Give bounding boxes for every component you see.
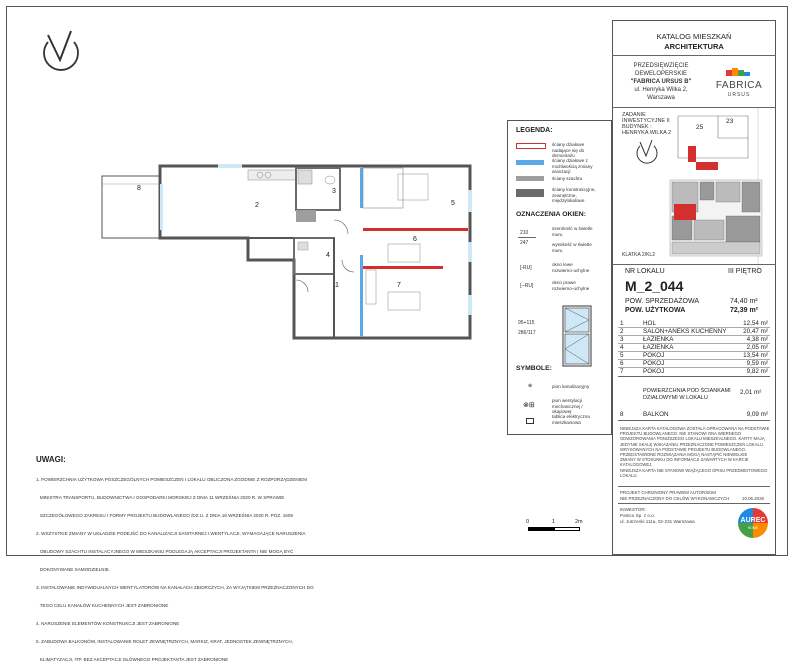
- unit-id: M_2_044: [625, 278, 684, 294]
- room-area: 9,59 m²: [746, 360, 768, 367]
- divider: [618, 503, 770, 504]
- notes-list: [36, 465, 346, 669]
- investor-label: INWESTOR:: [620, 507, 646, 512]
- copyright-date: 10.06.2026: [742, 496, 764, 501]
- balcony-area: 9,09 m²: [746, 411, 768, 418]
- room-divider: [618, 343, 770, 344]
- room-name: SALON+ANEKS KUCHENNY: [643, 328, 727, 335]
- architecture-title: ARCHITEKTURA: [664, 42, 724, 51]
- sewer-pipe-icon: ⊕: [528, 383, 533, 389]
- legend-swatch: [516, 160, 544, 165]
- fabrica-logo-icon: [708, 66, 770, 80]
- note-line: 4. NARUSZENIE ELEMENTÓW KONSTRUKCJI JEST ZABRONIONE: [36, 621, 180, 626]
- room-area: 9,82 m²: [746, 368, 768, 375]
- legend-item: ściany szachtu: [552, 176, 583, 181]
- note-line: KLIMATYZACJI, ITP. BEZ AKCEPTACJI GŁÓWNEGO PROJEKTANTA JEST ZABRONIONE: [36, 657, 229, 662]
- disclaimer-line: ZMIANY W STOSUNKU DO INFORMACJI ZAWARTYCH W KARCIE: [620, 457, 749, 463]
- aurec-logo: [738, 508, 768, 538]
- window-code: 247: [520, 240, 529, 246]
- legend-item: ściany konstrukcyjne, zewnętrzne, międzylokalowe: [552, 187, 596, 203]
- room-num: 3: [620, 336, 624, 343]
- note-line: DOKONYWANE SAMODZIELNIE.: [36, 567, 111, 572]
- room-num: 4: [620, 344, 624, 351]
- symbol-text: pion kanalizacyjny: [552, 384, 590, 389]
- room-divider: [618, 327, 770, 328]
- room-num: 2: [620, 328, 624, 335]
- aurec-logo-sub: HOME: [747, 526, 759, 530]
- scale-segment: [528, 527, 554, 531]
- note-line: MINISTRA TRANSPORTU, BUDOWNICTWA I GOSPODARKI MORSKIEJ Z DNIA 11 WRZEŚNIA 2020 R. W SPRAWIE: [36, 495, 285, 500]
- project-line5: Warszawa: [647, 95, 675, 101]
- room-num: 5: [620, 352, 624, 359]
- site-label-23: 23: [726, 118, 734, 125]
- disclaimer-line: WRYSOWANYCH NA PODSTAWIE PROJEKTU BUDOWLANEGO.: [620, 446, 747, 452]
- window-text: okno prawe rozwierno-uchylne: [552, 280, 590, 291]
- plan-room-7: 7: [397, 282, 401, 289]
- sales-area-value: 74,40 m²: [730, 298, 758, 305]
- site-klatka: KLATKA 2/KL2: [622, 252, 655, 258]
- disclaimer-line: NINIEJSZA KARTA NIE STANOWI WIĄŻĄCEGO OPISU PRZEDMIOTOWEGO: [620, 467, 768, 473]
- scale-tick-2: 2m: [575, 519, 583, 525]
- site-plan-map: [618, 108, 770, 273]
- room-area: 13,54 m²: [743, 352, 768, 359]
- disclaimer-line: NINIEJSZA KARTA KATALOGOWA ZOSTAŁA OPRACOWANA NA PODSTAWIE: [620, 426, 770, 431]
- disclaimer-line: LOKALU.: [620, 472, 638, 478]
- balcony-num: 8: [620, 411, 624, 418]
- site-label-25: 25: [696, 124, 704, 131]
- plan-room-6: 6: [413, 236, 417, 243]
- divider: [618, 420, 770, 421]
- plan-room-4: 4: [326, 252, 330, 259]
- window-diagram-icon: [560, 304, 594, 368]
- disclaimer-line: PRZEDSTAWIONE ROZWIĄZANIA MOGĄ NASTĄPIĆ NIEWIELKIE: [620, 452, 748, 458]
- room-num: 6: [620, 360, 624, 367]
- ventilation-pipe-icon: ⊗⊞: [523, 402, 535, 409]
- legend-swatch: [516, 143, 546, 149]
- fabrica-logo: [708, 66, 770, 100]
- usable-area-value: 72,39 m²: [730, 307, 759, 314]
- divider: [612, 55, 776, 56]
- balcony-name: BALKON: [643, 411, 669, 418]
- plan-room-8: 8: [137, 185, 141, 192]
- project-line2: DEWELOPERSKIE: [634, 71, 687, 77]
- disclaimer-line: ODWZOROWANIA PONIŻSZEGO LOKALU MIESZKALNEGO. KARTY MAJĄ: [620, 436, 765, 442]
- investor-address: ul. Jutrzenki 111a, 02-231 Warszawa: [620, 519, 695, 524]
- project-line1: PRZEDSIĘWZIĘCIE: [633, 63, 689, 69]
- unit-floor: III PIĘTRO: [728, 268, 762, 275]
- window-dims: 286/117: [518, 330, 536, 336]
- note-line: 5. ZABUDOWA BALKONÓW, INSTALOWANIE ROLET ZEWNĘTRZNYCH, MARKIZ, KRAT, JEDNOSTEK ZEWNĘTRZNYCH,: [36, 639, 293, 644]
- disclaimer-line: PROJEKTU BUDOWLANEGO. NIE STANOWI ONA WIERNEGO: [620, 431, 742, 437]
- window-text: szerokość w świetle muru: [552, 226, 593, 237]
- catalog-title: KATALOG MIESZKAŃ: [656, 32, 732, 41]
- symbol-text: pion wentylacji mechanicznej / okapowej: [552, 398, 583, 414]
- aurec-logo-text: AUREC: [740, 517, 766, 524]
- symbol-text: tablica elektryczna mieszkaniowa: [552, 414, 590, 425]
- note-line: 1. POWIERZCHNIA UŻYTKOWA POSZCZEGÓLNYCH POMIESZCZEŃ I LOKALU OBLICZONA ZGODNIE Z ROZPORZĄDZENIEM: [36, 477, 307, 482]
- note-line: SZCZEGÓŁOWEGO ZAKRESU I FORMY PROJEKTU BUDOWLANEGO /DZ.U. Z DNIA 18 WRZEŚNIA 2020 R. POZ. 1609: [36, 513, 293, 518]
- note-line: 2. WSZYSTKIE ZMIANY W UKŁADZIE PODEJŚĆ DO KANALIZACJI SANITARNEJ I WENTYLACJI, WYMAGAJĄCE NARUSZENIA: [36, 531, 306, 536]
- disclaimer-line: JEDYNIE SKALĘ WSKAZANIU PRZEZNACZONE POMIESZCZEŃ LOKALU.: [620, 441, 765, 447]
- divider: [618, 486, 770, 487]
- window-text: okno lewe rozwierno-uchylne: [552, 262, 590, 273]
- site-task2: INWESTYCYJNE II: [622, 118, 670, 124]
- scale-segment: [554, 527, 580, 531]
- room-divider: [618, 359, 770, 360]
- window-code-divider: [518, 237, 536, 238]
- divider: [612, 264, 776, 265]
- disclaimer-line: KATALOGOWEJ.: [620, 462, 653, 468]
- unit-nr-label: NR LOKALU: [625, 268, 665, 275]
- site-task4: HENRYKA WILKA 2: [622, 130, 672, 136]
- architect-logo-icon: [38, 28, 84, 78]
- scale-tick-1: 1: [552, 519, 556, 525]
- room-num: 1: [620, 320, 624, 327]
- balcony-row: [620, 410, 768, 419]
- walls-label-1: POWIERZCHNIA POD ŚCIANKAMI: [643, 388, 731, 394]
- note-line: 3. INSTALOWANIE INDYWIDUALNYCH WENTYLATORÓW NA KANAŁACH ZBIORCZYCH, ZA WYJĄTKIEM PRZEZNACZONYCH DO: [36, 585, 314, 590]
- scale-bar: [528, 527, 580, 531]
- plan-room-3: 3: [332, 188, 336, 195]
- room-divider: [618, 335, 770, 336]
- fabrica-brand: FABRICA: [715, 80, 763, 91]
- walls-value: 2,01 m²: [740, 389, 762, 396]
- legend-item: ściany działowe nadające się do demontażu: [552, 142, 585, 158]
- scale-tick-0: 0: [526, 519, 530, 525]
- floor-plan: [98, 160, 480, 345]
- room-name: POKÓJ: [643, 368, 665, 375]
- symbols-title: SYMBOLE:: [516, 365, 552, 372]
- window-text: wysokość w świetle muru: [552, 242, 592, 253]
- room-name: POKÓJ: [643, 360, 665, 367]
- legend-item: ściany działowe z możliwością zmiany aranżacji: [552, 158, 593, 174]
- room-area: 4,38 m²: [746, 336, 768, 343]
- room-num: 7: [620, 368, 624, 375]
- room-area: 2,05 m²: [746, 344, 768, 351]
- room-divider: [618, 376, 770, 377]
- walls-label-2: DZIAŁOWYMI W LOKALU: [643, 395, 708, 401]
- copyright-line2: NIE PRZEZNACZONY DO CELÓW WYKONAWCZYCH: [620, 496, 730, 501]
- investor-name: Partico Sp. z o.o.: [620, 513, 655, 518]
- windows-title: OZNACZENIA OKIEN:: [516, 211, 586, 218]
- notes-title: UWAGI:: [36, 455, 66, 464]
- window-code: [-RU]: [520, 265, 532, 271]
- legend-swatch: [516, 176, 544, 181]
- site-task1: ZADANIE: [622, 112, 646, 118]
- room-divider: [618, 351, 770, 352]
- electric-panel-icon: [526, 418, 534, 424]
- note-line: OBUDOWY SZACHTU INSTALACYJNEGO W MIESZKANIU PODLEGAJĄ AKCEPTACJI PROJEKTANTA I NIE MOGĄ BYĆ: [36, 549, 294, 554]
- window-code: 210: [520, 230, 529, 236]
- usable-area-label: POW. UŻYTKOWA: [625, 307, 686, 314]
- fabrica-brand-sub: URSUS: [727, 92, 751, 98]
- project-line3: "FABRICA URSUS B": [630, 79, 692, 85]
- legend-title: LEGENDA:: [516, 127, 553, 134]
- room-name: ŁAZIENKA: [643, 336, 674, 343]
- project-line4: ul. Henryka Wilka 2,: [634, 87, 688, 93]
- room-row: [620, 367, 768, 376]
- window-code: [--RU]: [520, 283, 534, 289]
- room-divider: [618, 367, 770, 368]
- sales-area-label: POW. SPRZEDAŻOWA: [625, 298, 700, 305]
- plan-room-2: 2: [255, 202, 259, 209]
- room-name: HOL: [643, 320, 656, 327]
- room-name: ŁAZIENKA: [643, 344, 674, 351]
- room-name: POKÓJ: [643, 352, 665, 359]
- site-task3: BUDYNEK :: [622, 124, 652, 130]
- legend-swatch: [516, 189, 544, 197]
- room-area: 12,54 m²: [743, 320, 768, 327]
- room-area: 20,47 m²: [743, 328, 768, 335]
- plan-room-5: 5: [451, 200, 455, 207]
- copyright-line1: PROJEKT CHRONIONY PRAWEM AUTORSKIM: [620, 490, 716, 495]
- plan-room-1: 1: [335, 282, 339, 289]
- disclaimer: [620, 426, 770, 478]
- window-dims: 95+115: [518, 320, 535, 326]
- note-line: TEGO CELU KANAŁÓW KUCHENNYCH JEST ZABRONIONE: [36, 603, 169, 608]
